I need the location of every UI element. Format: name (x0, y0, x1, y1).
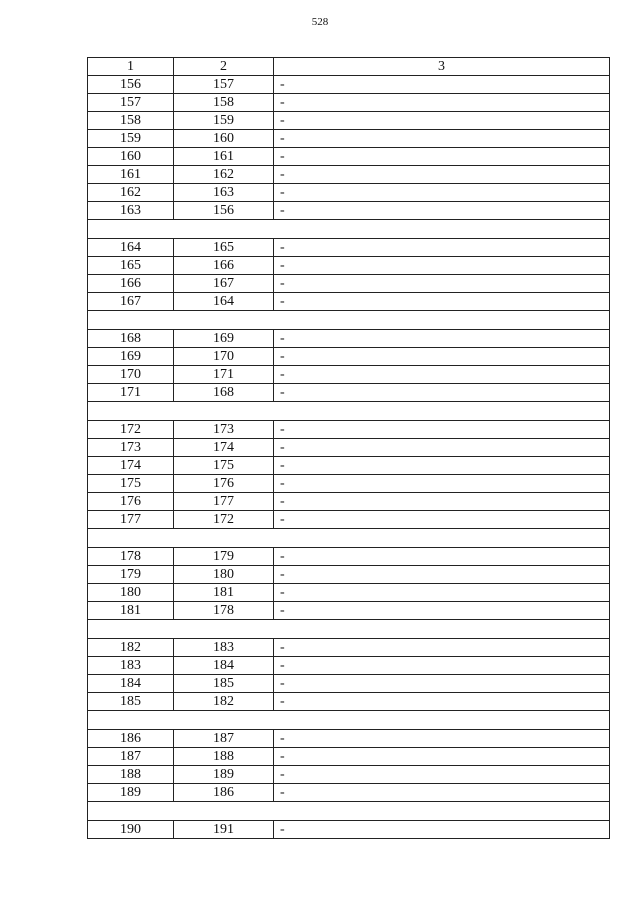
table-row (88, 439, 610, 457)
column-header-3: 3 (274, 58, 610, 76)
cell-c3: - (274, 766, 610, 784)
table-row (88, 76, 610, 94)
table-row (88, 257, 610, 275)
separator-cell (88, 802, 610, 821)
separator-cell (88, 311, 610, 330)
cell-c2: 162 (174, 166, 274, 184)
column-header-1: 1 (88, 58, 174, 76)
cell-c3: - (274, 348, 610, 366)
cell-c2: 176 (174, 475, 274, 493)
cell-c2: 158 (174, 94, 274, 112)
cell-c1: 168 (88, 330, 174, 348)
cell-c1: 157 (88, 94, 174, 112)
cell-c3: - (274, 439, 610, 457)
cell-c3: - (274, 584, 610, 602)
table-separator-row (88, 802, 610, 821)
cell-c2: 171 (174, 366, 274, 384)
cell-c1: 184 (88, 675, 174, 693)
table-row (88, 566, 610, 584)
cell-c1: 159 (88, 130, 174, 148)
cell-c2: 173 (174, 421, 274, 439)
cell-c1: 171 (88, 384, 174, 402)
cell-c1: 173 (88, 439, 174, 457)
cell-c3: - (274, 257, 610, 275)
table-row (88, 457, 610, 475)
cell-c2: 188 (174, 748, 274, 766)
cell-c2: 170 (174, 348, 274, 366)
cell-c2: 180 (174, 566, 274, 584)
cell-c3: - (274, 184, 610, 202)
table-row (88, 675, 610, 693)
cell-c2: 186 (174, 784, 274, 802)
cell-c2: 172 (174, 511, 274, 529)
cell-c2: 163 (174, 184, 274, 202)
cell-c1: 179 (88, 566, 174, 584)
cell-c1: 174 (88, 457, 174, 475)
cell-c1: 167 (88, 293, 174, 311)
table-row (88, 639, 610, 657)
cell-c1: 189 (88, 784, 174, 802)
cell-c3: - (274, 148, 610, 166)
cell-c2: 157 (174, 76, 274, 94)
cell-c2: 159 (174, 112, 274, 130)
cell-c3: - (274, 602, 610, 620)
cell-c1: 183 (88, 657, 174, 675)
cell-c1: 164 (88, 239, 174, 257)
cell-c2: 182 (174, 693, 274, 711)
cell-c3: - (274, 94, 610, 112)
table-row (88, 766, 610, 784)
cell-c1: 178 (88, 548, 174, 566)
cell-c1: 180 (88, 584, 174, 602)
cell-c1: 175 (88, 475, 174, 493)
cell-c1: 170 (88, 366, 174, 384)
cell-c2: 181 (174, 584, 274, 602)
cell-c1: 166 (88, 275, 174, 293)
table-row (88, 166, 610, 184)
cell-c2: 168 (174, 384, 274, 402)
column-header-2: 2 (174, 58, 274, 76)
cell-c3: - (274, 821, 610, 839)
cell-c3: - (274, 511, 610, 529)
cell-c1: 158 (88, 112, 174, 130)
cell-c2: 184 (174, 657, 274, 675)
cell-c2: 156 (174, 202, 274, 220)
table-row (88, 384, 610, 402)
cell-c2: 179 (174, 548, 274, 566)
table-row (88, 493, 610, 511)
separator-cell (88, 220, 610, 239)
table-row (88, 784, 610, 802)
separator-cell (88, 529, 610, 548)
cell-c1: 182 (88, 639, 174, 657)
table-row (88, 657, 610, 675)
cell-c3: - (274, 784, 610, 802)
cell-c2: 177 (174, 493, 274, 511)
table-separator-row (88, 220, 610, 239)
table-row (88, 348, 610, 366)
cell-c3: - (274, 748, 610, 766)
cell-c1: 163 (88, 202, 174, 220)
cell-c2: 183 (174, 639, 274, 657)
cell-c2: 164 (174, 293, 274, 311)
cell-c3: - (274, 366, 610, 384)
cell-c1: 172 (88, 421, 174, 439)
cell-c1: 188 (88, 766, 174, 784)
cell-c2: 165 (174, 239, 274, 257)
table-separator-row (88, 620, 610, 639)
table-separator-row (88, 529, 610, 548)
table-row (88, 112, 610, 130)
cell-c3: - (274, 330, 610, 348)
cell-c3: - (274, 293, 610, 311)
cell-c2: 166 (174, 257, 274, 275)
table-separator-row (88, 402, 610, 421)
table-row (88, 693, 610, 711)
cell-c3: - (274, 239, 610, 257)
table-row (88, 821, 610, 839)
table-row (88, 366, 610, 384)
cell-c1: 162 (88, 184, 174, 202)
cell-c3: - (274, 130, 610, 148)
cell-c1: 185 (88, 693, 174, 711)
cell-c3: - (274, 421, 610, 439)
cell-c3: - (274, 693, 610, 711)
cell-c1: 176 (88, 493, 174, 511)
table-row (88, 421, 610, 439)
cell-c3: - (274, 493, 610, 511)
cell-c1: 190 (88, 821, 174, 839)
cell-c1: 161 (88, 166, 174, 184)
cell-c1: 169 (88, 348, 174, 366)
cell-c2: 187 (174, 730, 274, 748)
cell-c2: 161 (174, 148, 274, 166)
cell-c3: - (274, 548, 610, 566)
cell-c2: 189 (174, 766, 274, 784)
table-body (88, 76, 610, 839)
separator-cell (88, 620, 610, 639)
cell-c2: 167 (174, 275, 274, 293)
cell-c1: 187 (88, 748, 174, 766)
table-row (88, 94, 610, 112)
cell-c2: 174 (174, 439, 274, 457)
cell-c3: - (274, 675, 610, 693)
cell-c2: 160 (174, 130, 274, 148)
table-row (88, 330, 610, 348)
table-row (88, 202, 610, 220)
cell-c2: 185 (174, 675, 274, 693)
cell-c2: 169 (174, 330, 274, 348)
table-row (88, 275, 610, 293)
data-table (87, 57, 610, 839)
table-row (88, 293, 610, 311)
table-row (88, 511, 610, 529)
cell-c2: 178 (174, 602, 274, 620)
cell-c1: 177 (88, 511, 174, 529)
cell-c3: - (274, 475, 610, 493)
cell-c3: - (274, 457, 610, 475)
table-row (88, 548, 610, 566)
separator-cell (88, 711, 610, 730)
cell-c3: - (274, 730, 610, 748)
table-separator-row (88, 711, 610, 730)
table-row (88, 130, 610, 148)
cell-c3: - (274, 76, 610, 94)
separator-cell (88, 402, 610, 421)
table-row (88, 239, 610, 257)
table-separator-row (88, 311, 610, 330)
cell-c3: - (274, 112, 610, 130)
cell-c1: 165 (88, 257, 174, 275)
cell-c3: - (274, 166, 610, 184)
cell-c1: 156 (88, 76, 174, 94)
table-row (88, 475, 610, 493)
cell-c3: - (274, 275, 610, 293)
table-header-row (88, 58, 610, 76)
cell-c3: - (274, 657, 610, 675)
cell-c1: 181 (88, 602, 174, 620)
page-number: 528 (311, 16, 329, 28)
cell-c3: - (274, 566, 610, 584)
table-row (88, 184, 610, 202)
cell-c1: 186 (88, 730, 174, 748)
cell-c2: 191 (174, 821, 274, 839)
table-row (88, 584, 610, 602)
cell-c3: - (274, 384, 610, 402)
table-row (88, 748, 610, 766)
table-row (88, 148, 610, 166)
cell-c2: 175 (174, 457, 274, 475)
cell-c1: 160 (88, 148, 174, 166)
cell-c3: - (274, 202, 610, 220)
table-row (88, 602, 610, 620)
cell-c3: - (274, 639, 610, 657)
table-row (88, 730, 610, 748)
